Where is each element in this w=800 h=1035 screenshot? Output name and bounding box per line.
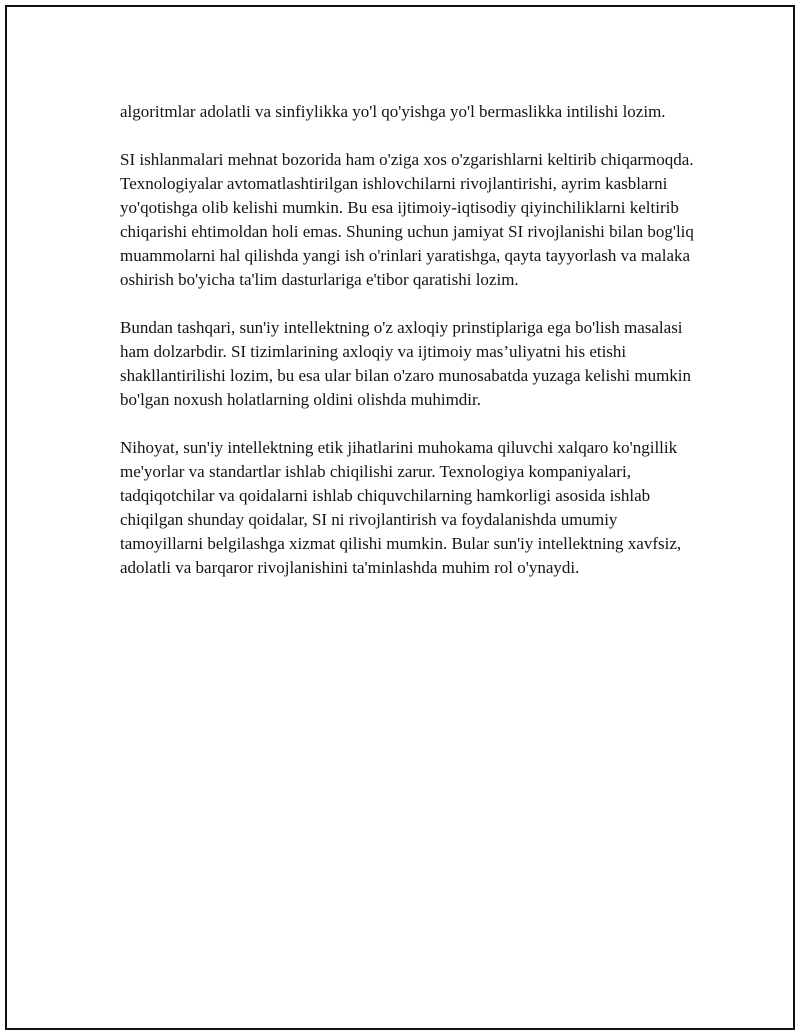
page-frame xyxy=(5,5,795,1030)
paragraph-1: algoritmlar adolatli va sinfiylikka yo'l qo'yishga yo'l bermaslikka intilishi lozim. xyxy=(120,102,666,121)
paragraph-3: Bundan tashqari, sun'iy intellektning o'z axloqiy prinstiplariga ega bo'lish masalasi ham dolzarbdir. SI tizimlarining axloqiy va ijtimoiy mas’uliyatni his etishi shakllantirilishi lozim, bu esa ular bilan o'zaro munosabatda yuzaga kelishi mumkin bo'lgan noxush holatlarning oldini olishda muhimdir. xyxy=(120,318,692,409)
document-body xyxy=(120,100,700,604)
paragraph-2: SI ishlanmalari mehnat bozorida ham o'ziga xos o'zgarishlarni keltirib chiqarmoqda. Texnologiyalar avtomatlashtirilgan ishlovchilarni rivojlantirishi, ayrim kasblarni yo'qotishga olib kelishi mumkin. Bu esa ijtimoiy-iqtisodiy qiyinchiliklarni keltirib chiqarishi ehtimoldan holi emas. Shuning uchun jamiyat SI rivojlanishi bilan bog'liq muammolarni hal qilishda yangi ish o'rinlari yaratishga, qayta tayyorlash va malaka oshirish bo'yicha ta'lim dasturlariga e'tibor qaratishi lozim. xyxy=(120,150,694,289)
paragraph-4: Nihoyat, sun'iy intellektning etik jihatlarini muhokama qiluvchi xalqaro ko'ngillik me'yorlar va standartlar ishlab chiqilishi zarur. Texnologiya kompaniyalari, tadqiqotchilar va qoidalarni ishlab chiquvchilarning hamkorligi asosida ishlab chiqilgan shunday qoidalar, SI ni rivojlantirish va foydalanishda umumiy tamoyillarni belgilashga xizmat qilishi mumkin. Bular sun'iy intellektning xavfsiz, adolatli va barqaror rivojlanishini ta'minlashda muhim rol o'ynaydi. xyxy=(120,438,682,577)
